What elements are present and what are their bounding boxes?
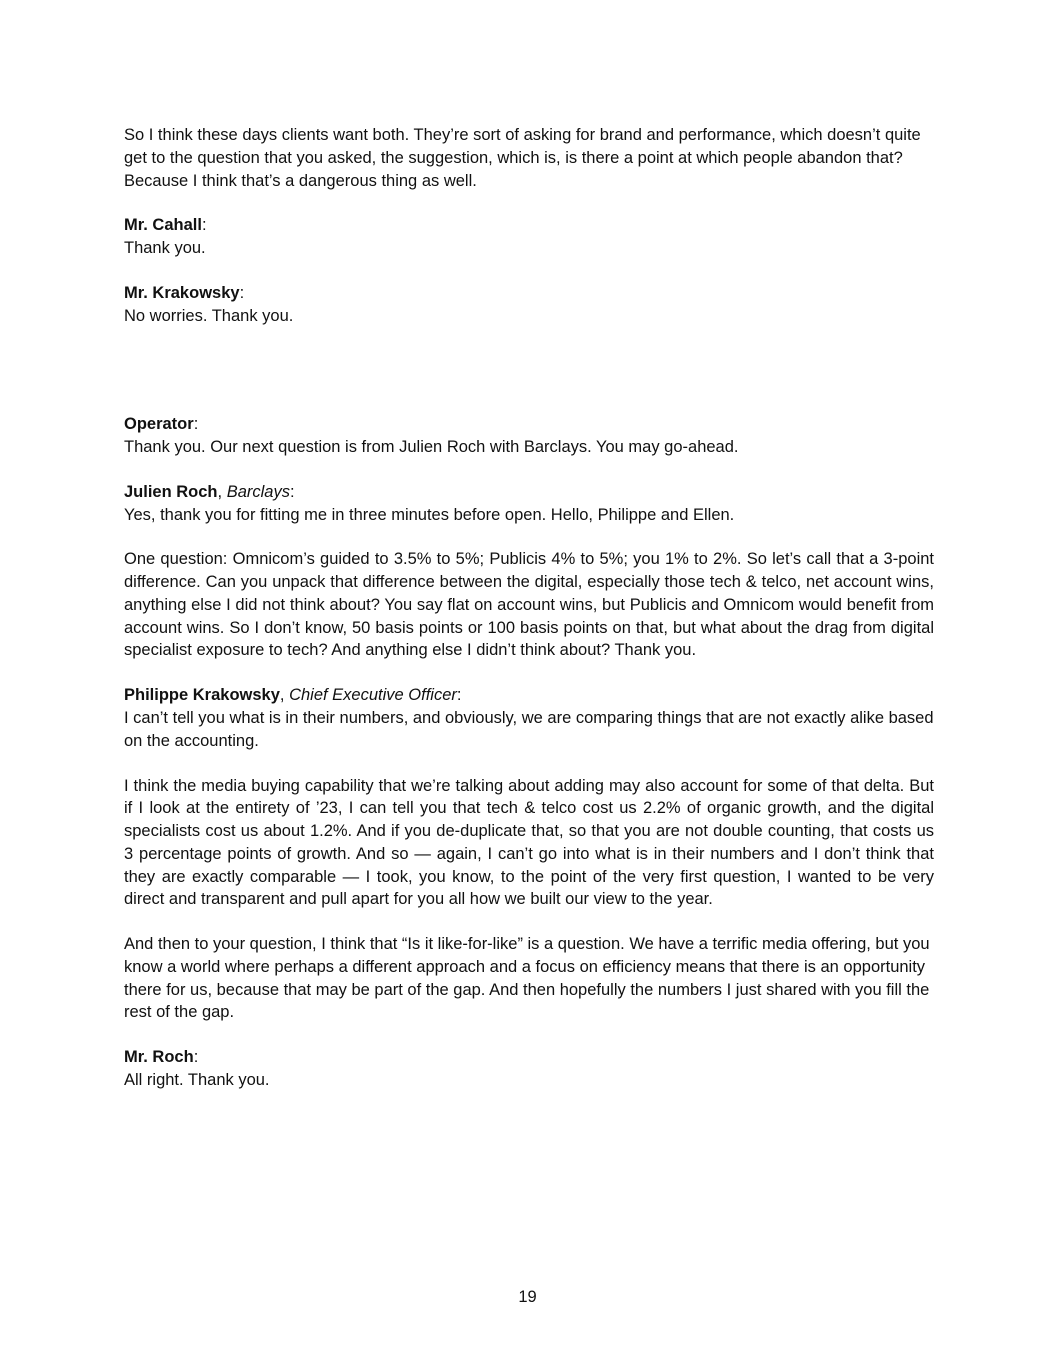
paragraph: No worries. Thank you.: [124, 306, 294, 325]
paragraph: And then to your question, I think that “Is it like-for-like” is a question. We have a terrific media offering, but you know a world where perhaps a different approach and a focus on efficiency means that there is an opportunity there for us, because that may be part of the gap. And then hopefully the numbers I just shared with you fill the rest of the gap.: [124, 935, 930, 1022]
speaker-name: Operator: [124, 415, 194, 434]
speaker-colon: :: [193, 1048, 199, 1067]
speaker-colon: :: [193, 415, 199, 434]
paragraph: All right. Thank you.: [124, 1070, 270, 1089]
speaker-role: Barclays: [226, 482, 290, 501]
speaker-separator: ,: [217, 482, 227, 501]
paragraph: Thank you.: [124, 239, 206, 258]
speaker-separator: ,: [279, 686, 290, 705]
speaker-label: [124, 684, 934, 707]
speaker-colon: :: [201, 216, 207, 235]
speaker-label: [124, 282, 934, 305]
speaker-colon: :: [289, 482, 295, 501]
paragraph: Thank you. Our next question is from Julien Roch with Barclays. You may go-ahead.: [124, 438, 739, 457]
speaker-label: [124, 481, 934, 504]
speaker-role: Chief Executive Officer: [289, 686, 457, 705]
speaker-name: Mr. Roch: [124, 1048, 194, 1067]
speaker-name: Mr. Cahall: [124, 216, 202, 235]
speaker-label: [124, 214, 934, 237]
speaker-name: Julien Roch: [124, 482, 218, 501]
section-break: [124, 349, 934, 413]
paragraph: So I think these days clients want both. They’re sort of asking for brand and performance, which doesn’t quite get to the question that you asked, the suggestion, which is, is there a point at which people abandon that? Because I think that’s a dangerous thing as well.: [124, 126, 921, 190]
speaker-name: Mr. Krakowsky: [124, 283, 240, 302]
paragraph: One question: Omnicom’s guided to 3.5% to 5%; Publicis 4% to 5%; you 1% to 2%. So let’s call that a 3-point difference. Can you unpack that difference between the digital, especially those tech & telco, net account wins, anything else I did not think about? You say flat on account wins, but Publicis and Omnicom would benefit from account wins. So I don’t know, 50 basis points or 100 basis points on that, but what about the drag from digital specialist exposure to tech? And anything else I didn’t think about? Thank you.: [124, 550, 934, 660]
transcript-content: [124, 124, 934, 1114]
speaker-label: [124, 413, 934, 436]
page-number: 19: [518, 1288, 537, 1306]
speaker-label: [124, 1046, 934, 1069]
speaker-colon: :: [239, 283, 245, 302]
speaker-name: Philippe Krakowsky: [124, 686, 280, 705]
paragraph: I think the media buying capability that we’re talking about adding may also account for some of that delta. But if I look at the entirety of ’23, I can tell you that tech & telco cost us 2.2% of organic growth, and the digital specialists cost us about 1.2%. And if you de-duplicate that, so that you are not double counting, that costs us 3 percentage points of growth. And so — again, I can’t go into what is in their numbers and I don’t think that they are exactly comparable — I took, you know, to the point of the very first question, I wanted to be very direct and transparent and pull apart for you all how we built our view to the year.: [124, 776, 934, 909]
paragraph: I can’t tell you what is in their numbers, and obviously, we are comparing things that are not exactly alike based on the accounting.: [124, 709, 934, 750]
speaker-colon: :: [456, 686, 462, 705]
paragraph: Yes, thank you for fitting me in three minutes before open. Hello, Philippe and Ellen.: [124, 505, 735, 524]
